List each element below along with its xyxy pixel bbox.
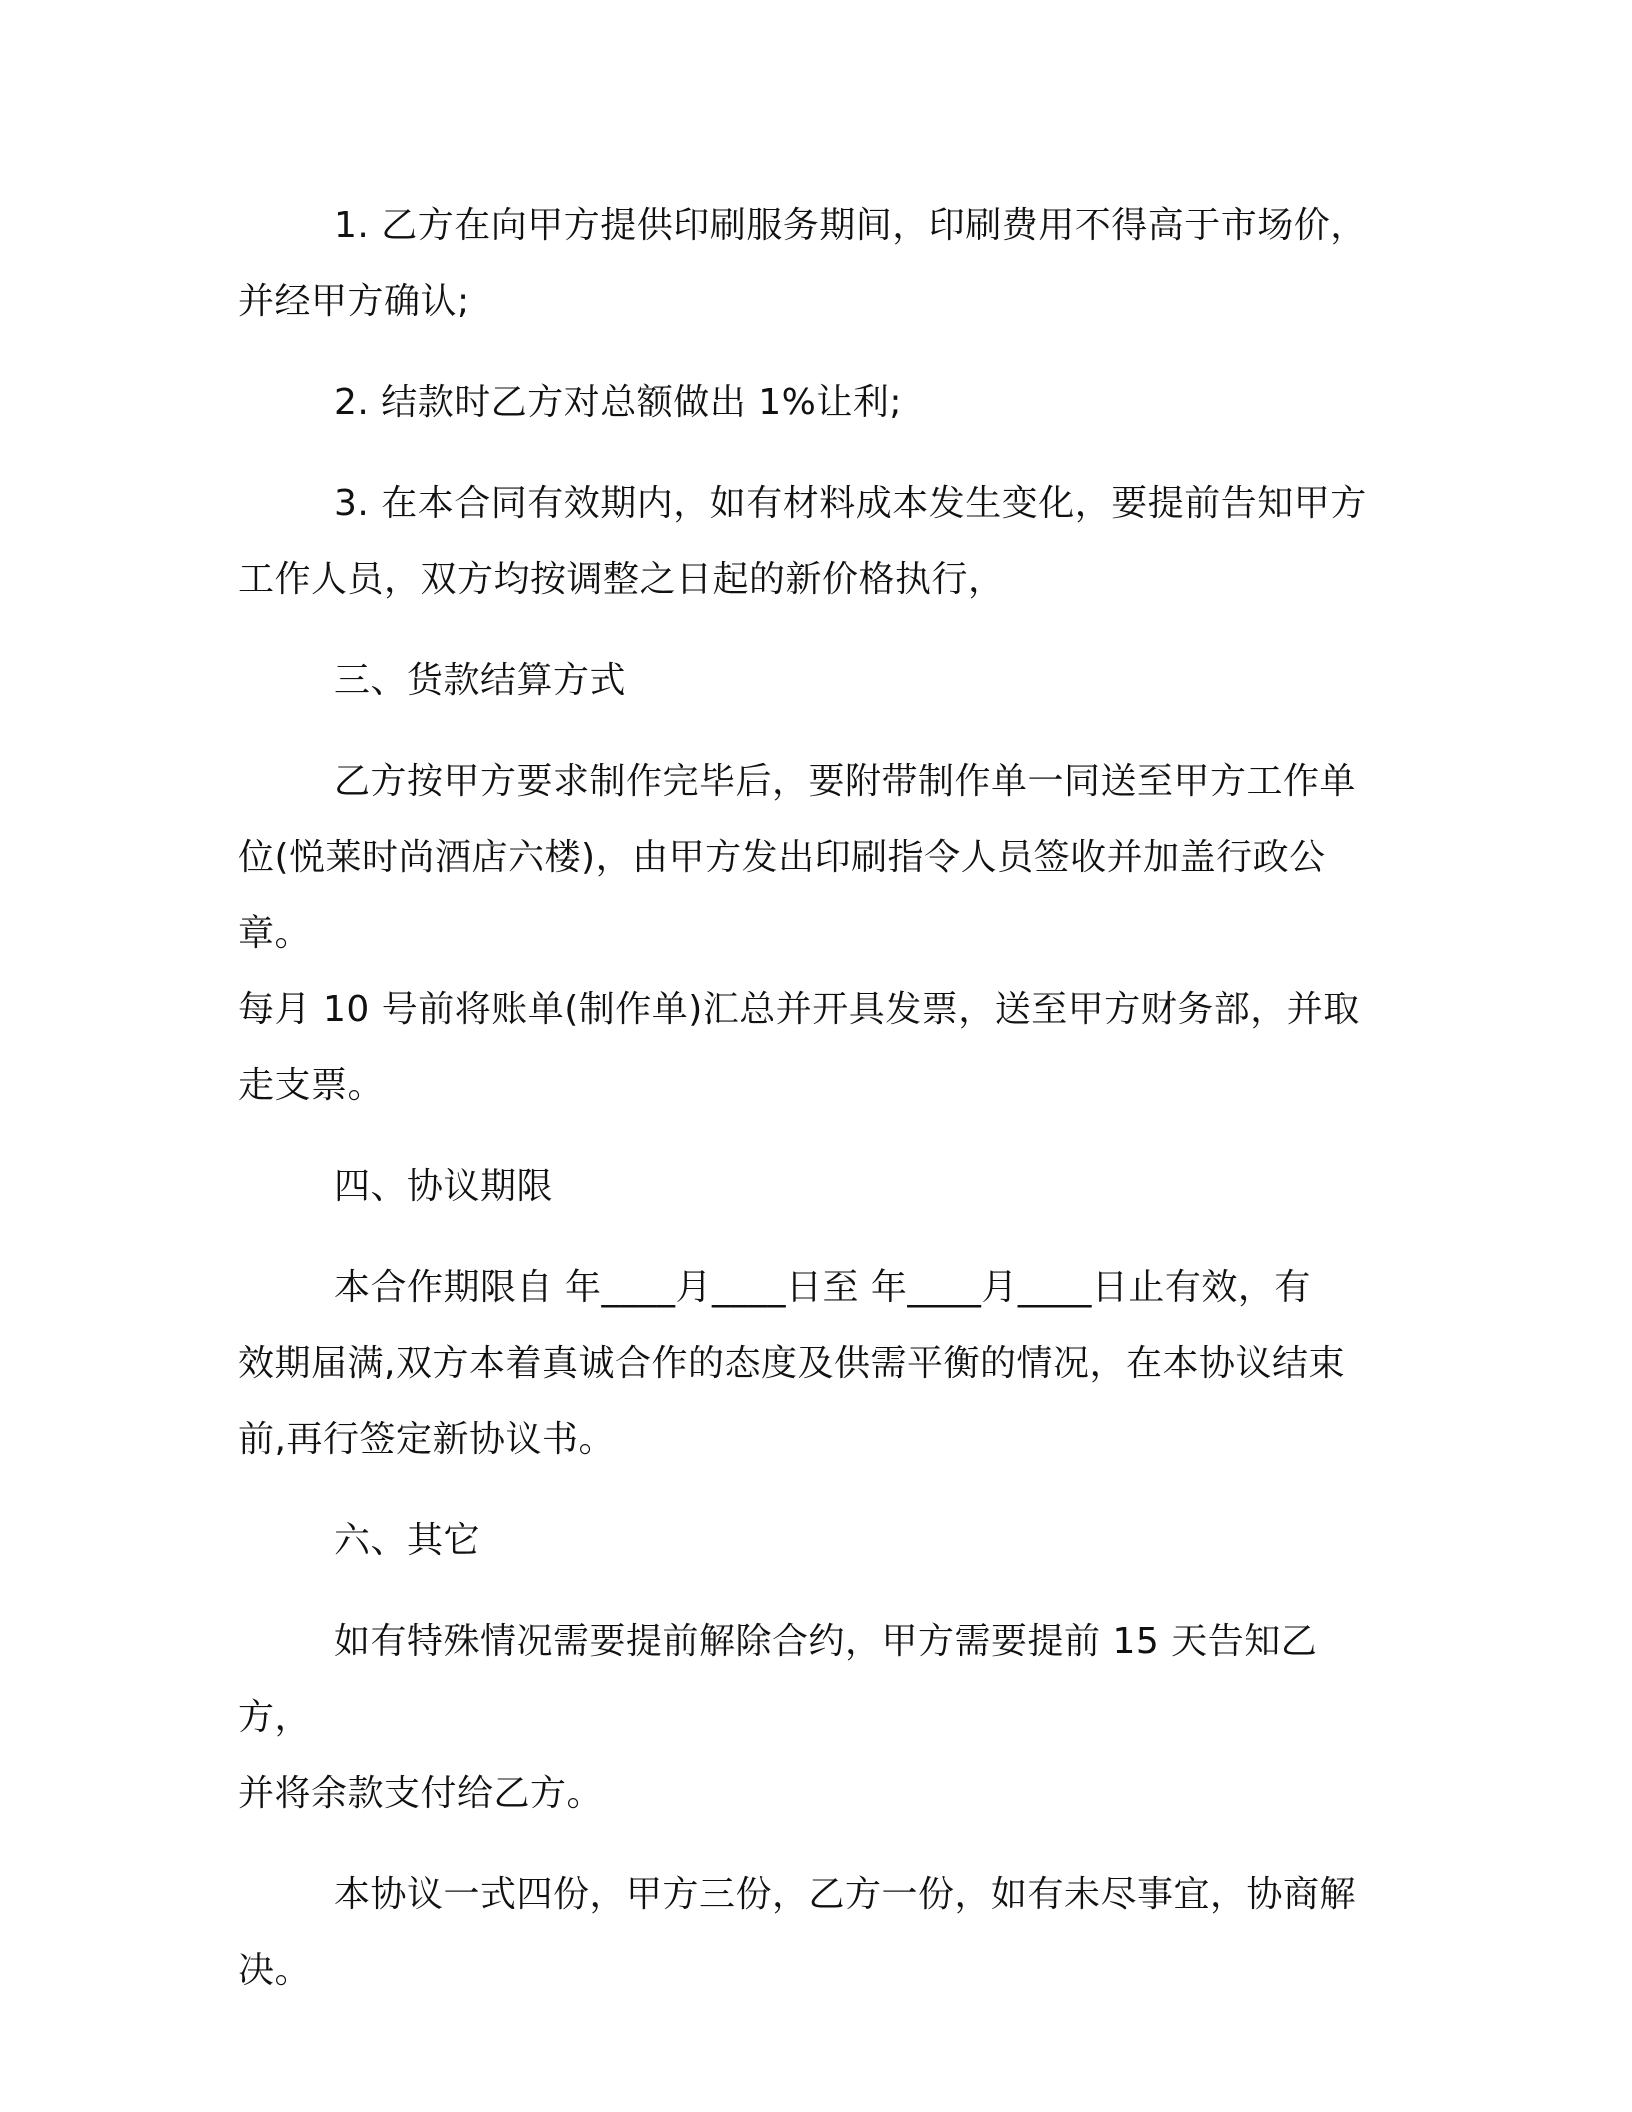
text-line: 如有特殊情况需要提前解除合约，甲方需要提前 15 天告知乙方， (238, 1621, 1318, 1738)
text-line: 决。 (238, 1950, 312, 1991)
text-line: 1. 乙方在向甲方提供印刷服务期间，印刷费用不得高于市场价， (334, 205, 1367, 246)
text-line: 每月 10 号前将账单(制作单)汇总并开具发票，送至甲方财务部，并取 (238, 989, 1360, 1030)
settlement-paragraph (238, 744, 1388, 1124)
clause-2-paragraph (238, 365, 1388, 441)
copies-paragraph (238, 1857, 1388, 2009)
text-line: 位(悦莱时尚酒店六楼)，由甲方发出印刷指令人员签收并加盖行政公章。 (238, 837, 1326, 954)
text-line: 并将余款支付给乙方。 (238, 1773, 604, 1814)
text-line: 效期届满,双方本着真诚合作的态度及供需平衡的情况，在本协议结束 (238, 1343, 1345, 1384)
text-line: 工作人员，双方均按调整之日起的新价格执行， (238, 559, 1005, 600)
heading-text: 三、货款结算方式 (334, 660, 627, 701)
clause-3-paragraph (238, 466, 1388, 618)
text-line: 并经甲方确认; (238, 281, 470, 322)
termination-paragraph (238, 1604, 1388, 1832)
heading-text: 六、其它 (334, 1520, 481, 1561)
section-heading-other (238, 1503, 1388, 1579)
clause-1-paragraph (238, 188, 1388, 340)
text-line: 走支票。 (238, 1065, 385, 1106)
text-line: 本协议一式四份，甲方三份，乙方一份，如有未尽事宜，协商解 (334, 1874, 1357, 1915)
term-paragraph (238, 1250, 1388, 1478)
text-line: 前,再行签定新协议书。 (238, 1419, 615, 1460)
document-body (238, 188, 1388, 2034)
text-line: 本合作期限自 年____月____日至 年____月____日止有效，有 (334, 1267, 1311, 1308)
text-line: 3. 在本合同有效期内，如有材料成本发生变化，要提前告知甲方 (334, 483, 1367, 524)
section-heading-settlement (238, 643, 1388, 719)
heading-text: 四、协议期限 (334, 1166, 554, 1207)
text-line: 2. 结款时乙方对总额做出 1%让利; (334, 382, 902, 423)
text-line: 乙方按甲方要求制作完毕后，要附带制作单一同送至甲方工作单 (334, 761, 1357, 802)
section-heading-term (238, 1149, 1388, 1225)
